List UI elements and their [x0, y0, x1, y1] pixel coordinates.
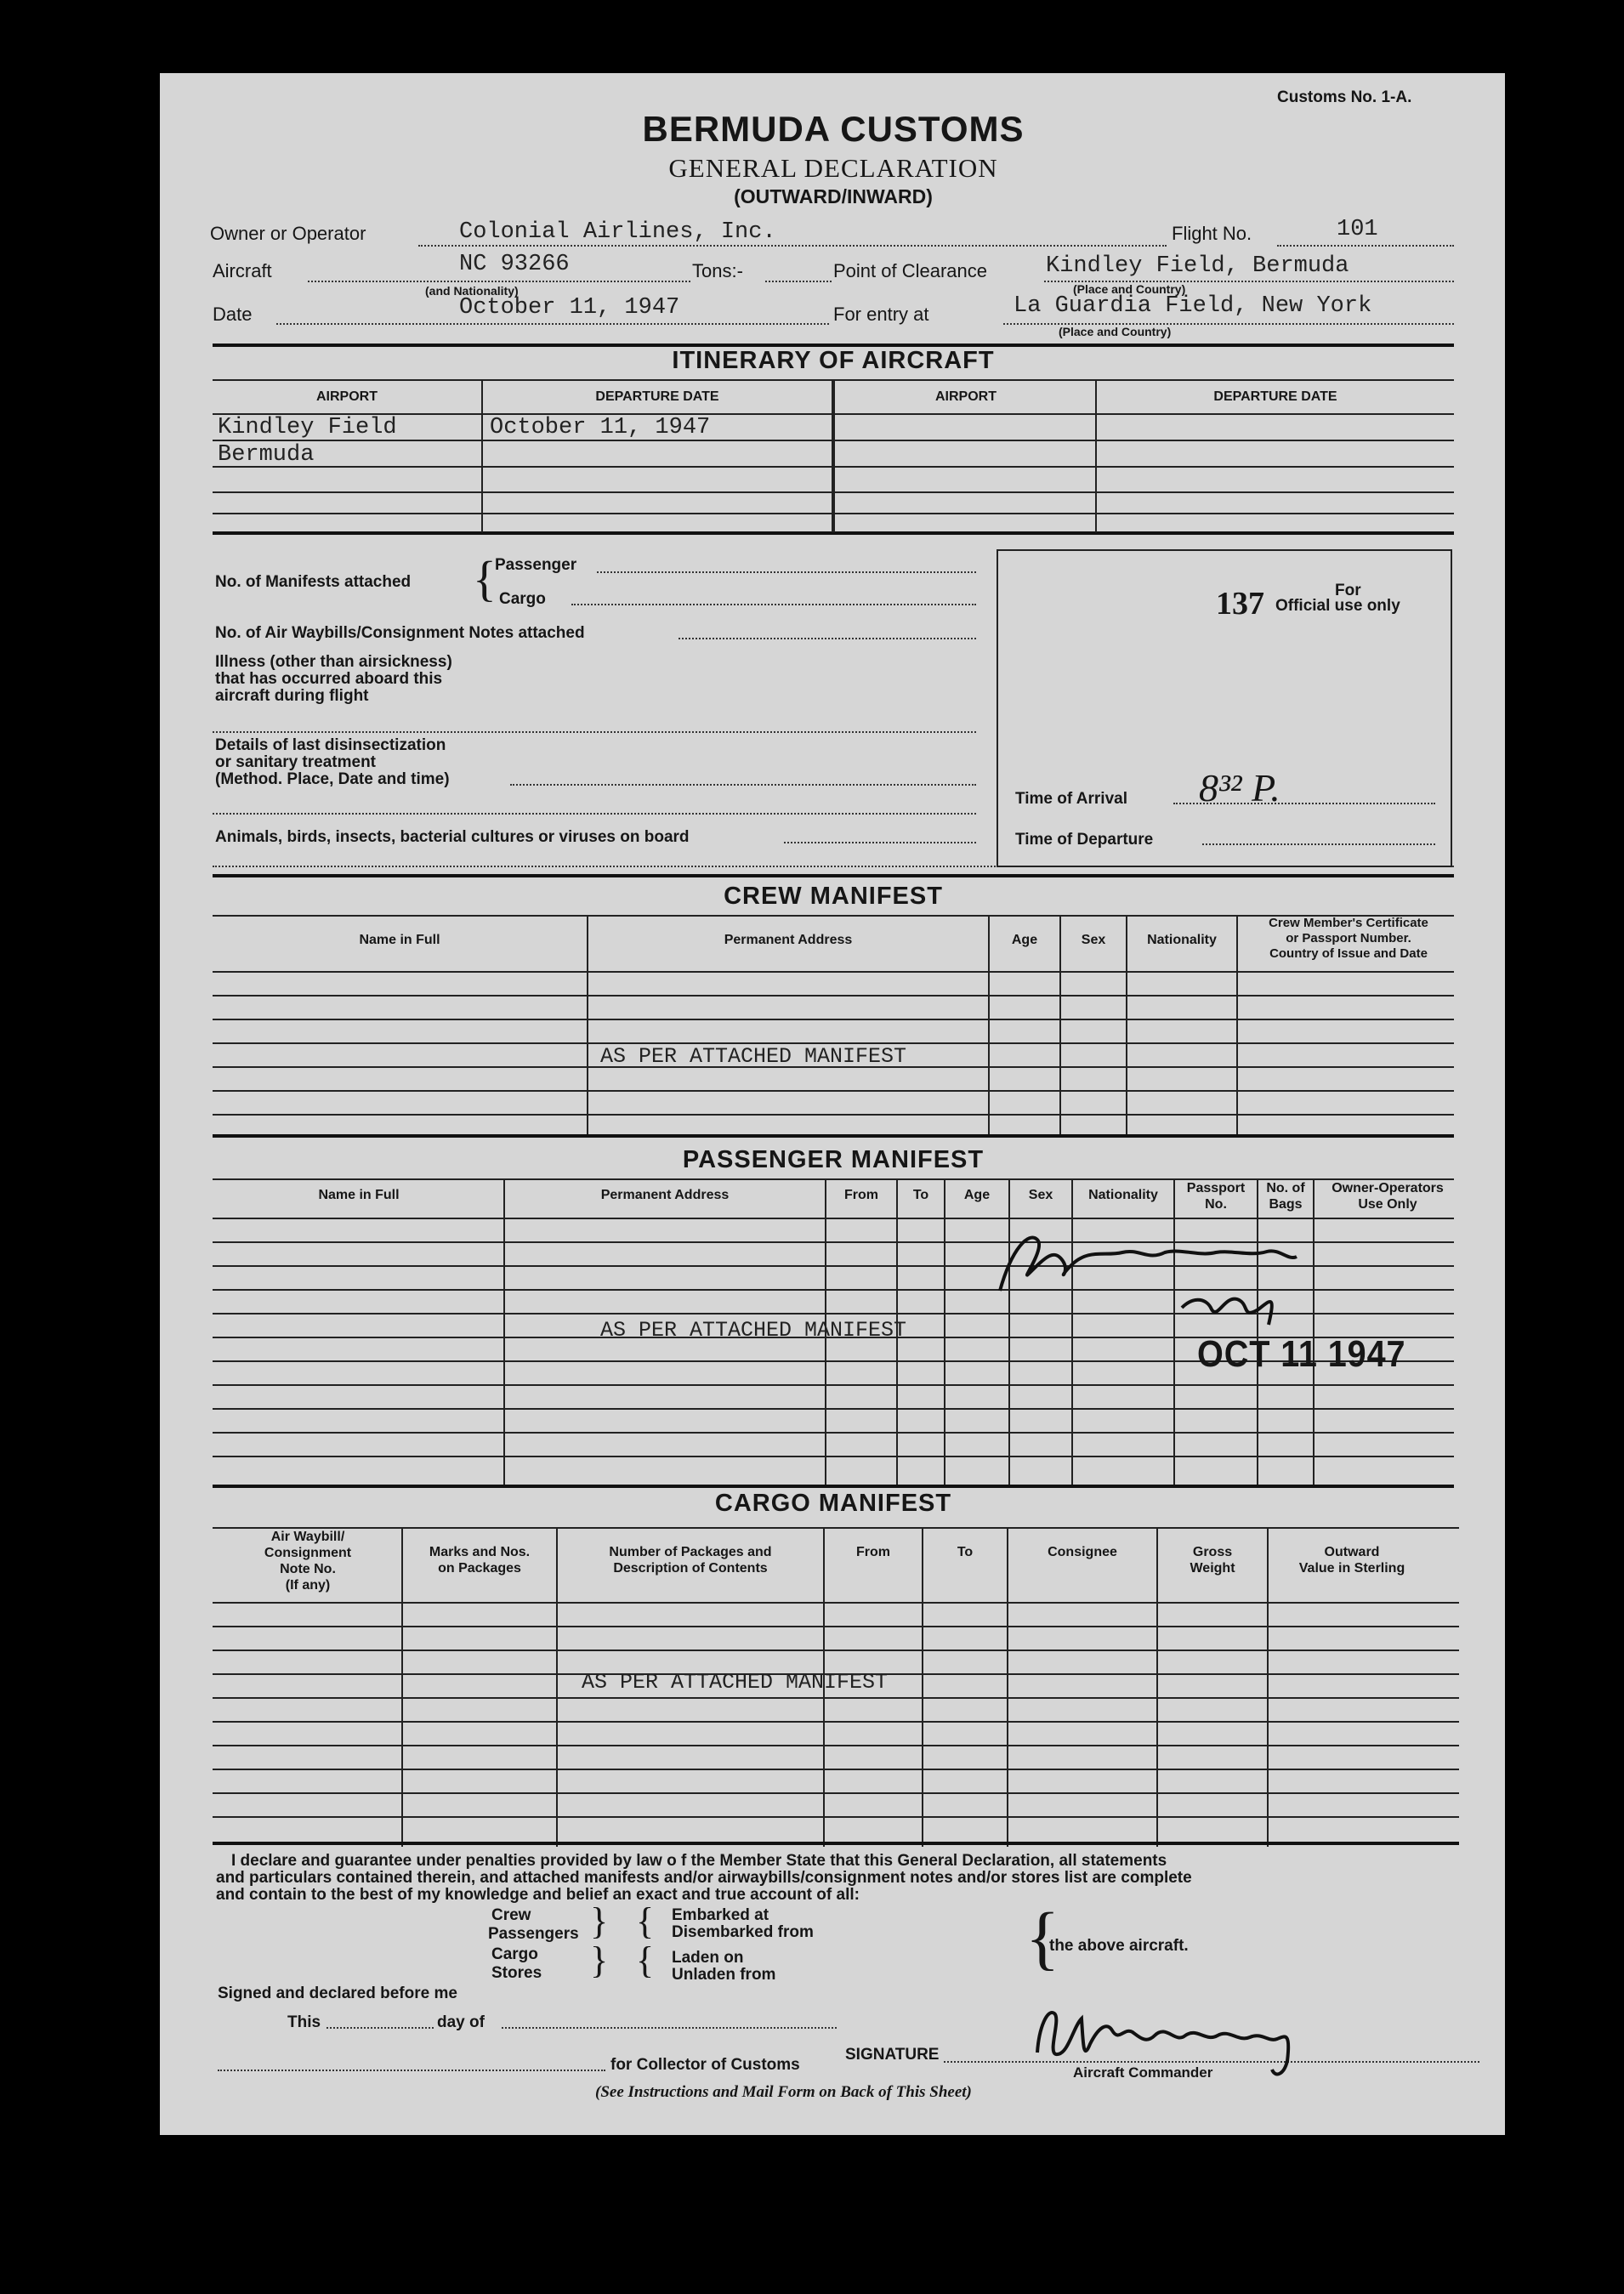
decl-above-aircraft: the above aircraft.	[1049, 1937, 1189, 1955]
pax-header-sex: Sex	[1028, 1188, 1053, 1202]
form-direction: (OUTWARD/INWARD)	[734, 185, 933, 207]
form-subtitle: GENERAL DECLARATION	[668, 153, 998, 183]
pax-header-name: Name in Full	[318, 1188, 400, 1202]
decl-cargo: Cargo	[491, 1945, 538, 1963]
crew-header-sex: Sex	[1081, 933, 1106, 947]
crew-manifest-title: CREW MANIFEST	[724, 883, 943, 910]
manifest-cargo-label: Cargo	[499, 590, 546, 608]
date-value: October 11, 1947	[459, 295, 680, 321]
clearance-label: Point of Clearance	[833, 260, 987, 281]
itin-departure-header-1: DEPARTURE DATE	[595, 389, 719, 404]
illness-line1: Illness (other than airsickness)	[215, 653, 452, 671]
clearance-sub: (Place and Country)	[1073, 282, 1186, 296]
itin-airport-line1: Kindley Field	[218, 415, 397, 440]
departure-label: Time of Departure	[1015, 831, 1154, 849]
cargo-header-waybill: Air Waybill/ Consignment Note No. (If any)	[264, 1530, 352, 1593]
flight-label: Flight No.	[1172, 223, 1252, 244]
entry-label: For entry at	[833, 304, 929, 325]
cargo-note: AS PER ATTACHED MANIFEST	[582, 1670, 889, 1695]
decl-day-of: day of	[437, 2013, 485, 2031]
crew-header-age: Age	[1011, 933, 1038, 947]
decl-embarked: Embarked at	[672, 1906, 769, 1924]
waybills-label: No. of Air Waybills/Consignment Notes attached	[215, 624, 585, 642]
decl-passengers: Passengers	[488, 1925, 579, 1943]
crew-header-nationality: Nationality	[1147, 933, 1217, 947]
decl-laden: Laden on	[672, 1949, 744, 1967]
animals-label: Animals, birds, insects, bacterial cultures or viruses on board	[215, 828, 690, 846]
manifests-label: No. of Manifests attached	[215, 573, 412, 591]
itin-departure-header-2: DEPARTURE DATE	[1213, 389, 1337, 404]
crew-header-certificate: Crew Member's Certificate or Passport Number. Country of Issue and Date	[1269, 916, 1428, 961]
passenger-note: AS PER ATTACHED MANIFEST	[600, 1318, 907, 1343]
itin-airport-header-1: AIRPORT	[316, 389, 378, 404]
official-stamp-number: 137	[1216, 586, 1264, 622]
passenger-manifest-title: PASSENGER MANIFEST	[682, 1146, 985, 1173]
entry-value: La Guardia Field, New York	[1014, 293, 1372, 319]
owner-label: Owner or Operator	[210, 223, 366, 244]
itin-airport-header-2: AIRPORT	[935, 389, 997, 404]
pax-header-age: Age	[963, 1188, 991, 1202]
decl-unladen: Unladen from	[672, 1966, 776, 1984]
arrival-value: 8³² P.	[1199, 766, 1280, 809]
decl-signed: Signed and declared before me	[218, 1985, 457, 2002]
decl-disembarked: Disembarked from	[672, 1923, 814, 1941]
pax-header-to: To	[912, 1188, 929, 1202]
flight-value: 101	[1337, 217, 1378, 242]
pax-header-from: From	[844, 1188, 878, 1202]
declaration-line2: and particulars contained therein, and attached manifests and/or airwaybills/consignment notes and/or stores list are complete	[216, 1869, 1192, 1887]
pax-header-address: Permanent Address	[600, 1188, 730, 1202]
decl-crew: Crew	[491, 1906, 531, 1924]
form-number: Customs No. 1-A.	[1277, 88, 1412, 106]
cargo-header-to: To	[957, 1545, 974, 1559]
pax-header-nationality: Nationality	[1088, 1188, 1158, 1202]
decl-commander: Aircraft Commander	[1073, 2064, 1213, 2081]
clearance-value: Kindley Field, Bermuda	[1046, 253, 1349, 279]
illness-line2: that has occurred aboard this	[215, 670, 443, 688]
declaration-line3: and contain to the best of my knowledge and belief an exact and true account of all:	[216, 1886, 860, 1904]
aircraft-label: Aircraft	[213, 260, 272, 281]
pax-header-passport: Passport No.	[1186, 1181, 1246, 1212]
cargo-manifest-title: CARGO MANIFEST	[714, 1490, 952, 1517]
cargo-header-gross: Gross Weight	[1190, 1545, 1235, 1576]
crew-header-name: Name in Full	[359, 933, 440, 947]
aircraft-value: NC 93266	[459, 252, 570, 277]
aircraft-sub: (and Nationality)	[425, 284, 519, 298]
itin-departure-value: October 11, 1947	[490, 415, 711, 440]
decl-stores: Stores	[491, 1964, 542, 1982]
cargo-header-marks: Marks and Nos. on Packages	[429, 1545, 531, 1576]
cargo-header-packages: Number of Packages and Description of Contents	[609, 1545, 772, 1576]
cargo-header-consignee: Consignee	[1048, 1545, 1117, 1559]
crew-header-address: Permanent Address	[724, 933, 853, 947]
official-use-only: Official use only	[1275, 597, 1400, 615]
disinsect-line2: or sanitary treatment	[215, 753, 377, 771]
date-label: Date	[213, 304, 253, 325]
manifest-passenger-label: Passenger	[495, 556, 577, 574]
decl-signature-label: SIGNATURE	[845, 2046, 940, 2064]
cargo-header-from: From	[856, 1545, 890, 1559]
owner-value: Colonial Airlines, Inc.	[459, 219, 776, 245]
pax-header-bags: No. of Bags	[1266, 1181, 1305, 1212]
arrival-label: Time of Arrival	[1015, 790, 1127, 808]
itinerary-title: ITINERARY OF AIRCRAFT	[672, 347, 995, 374]
official-for: For	[1335, 582, 1361, 599]
date-stamp: OCT 11 1947	[1197, 1333, 1406, 1375]
decl-this: This	[287, 2013, 321, 2031]
pax-header-owner-use: Owner-Operators Use Only	[1332, 1181, 1444, 1212]
cargo-header-value: Outward Value in Sterling	[1298, 1545, 1405, 1576]
footer-instructions: (See Instructions and Mail Form on Back of This Sheet)	[595, 2083, 972, 2101]
itin-airport-line2: Bermuda	[218, 442, 315, 468]
disinsect-line1: Details of last disinsectization	[215, 736, 446, 754]
entry-sub: (Place and Country)	[1059, 325, 1172, 338]
declaration-line1: I declare and guarantee under penalties provided by law o f the Member State that this General Declaration, all statements	[231, 1852, 1167, 1870]
illness-line3: aircraft during flight	[215, 687, 369, 705]
crew-note: AS PER ATTACHED MANIFEST	[600, 1044, 907, 1069]
tons-label: Tons:-	[692, 260, 743, 281]
disinsect-line3: (Method. Place, Date and time)	[215, 770, 450, 788]
decl-collector: for Collector of Customs	[610, 2056, 800, 2074]
inspector-signature	[995, 1214, 1335, 1333]
form-title: BERMUDA CUSTOMS	[642, 109, 1025, 149]
